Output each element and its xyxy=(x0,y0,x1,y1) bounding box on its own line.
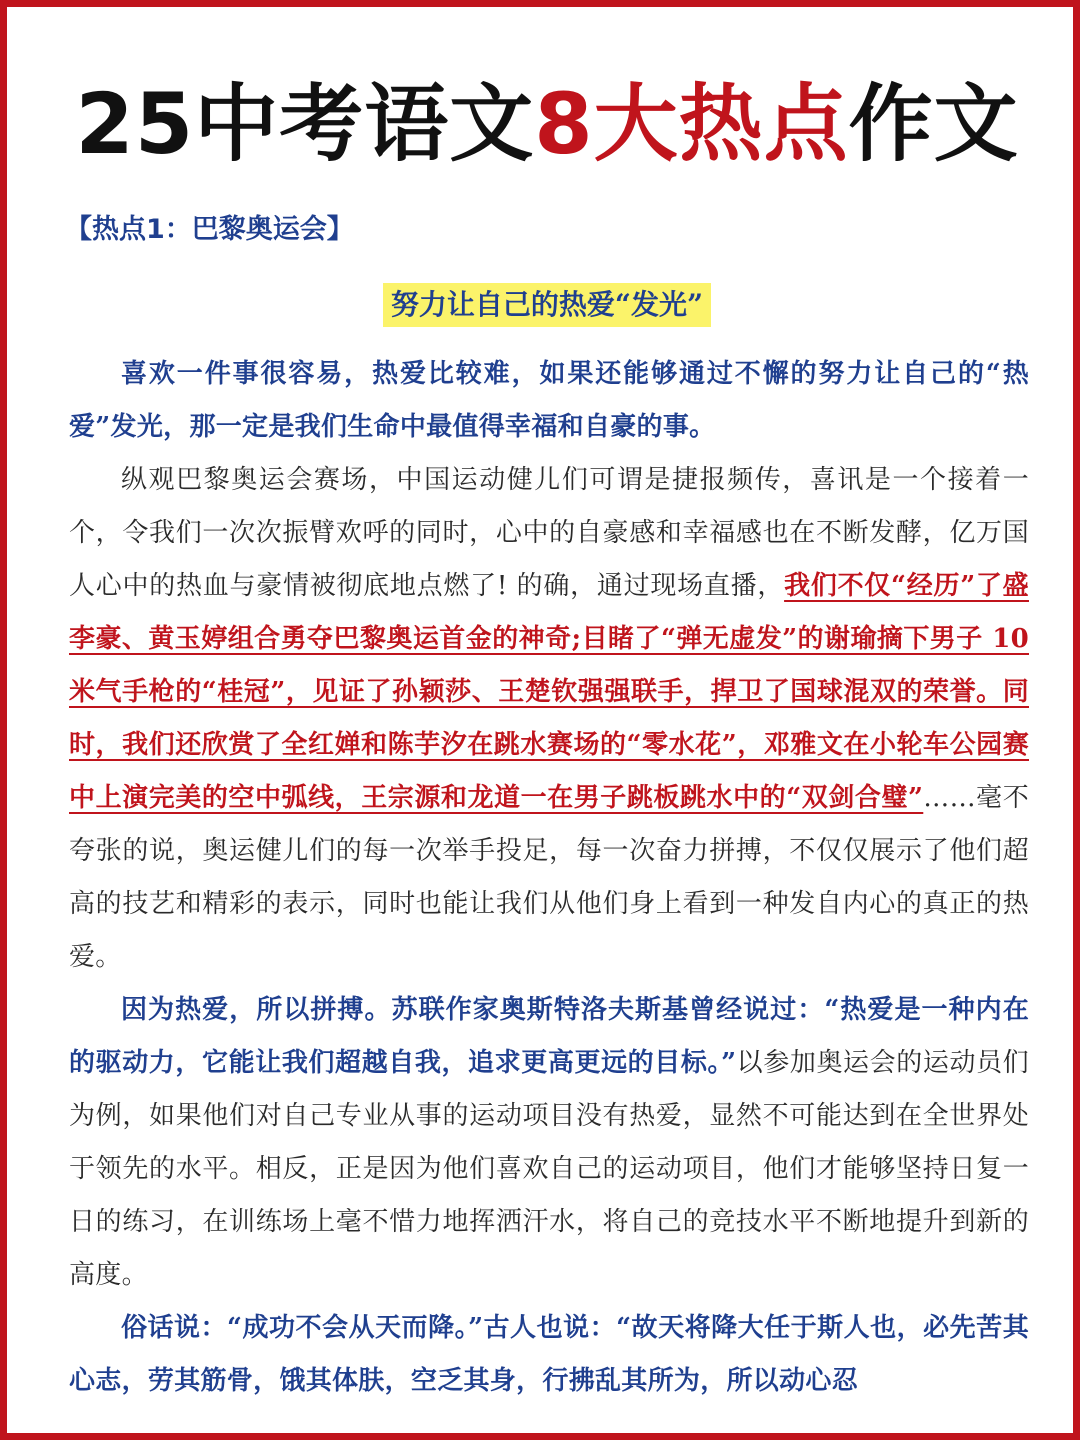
essay-title-wrap xyxy=(7,283,1080,327)
paragraph-1 xyxy=(69,348,1029,454)
p2-intro: 纵观巴黎奥运会赛场，中国运动健儿们可谓是捷报频传，喜讯是一个接着一个，令我们一次次振臂欢呼的同时，心中的自豪感和幸福感也在不断发酵，亿万国人心中的热血与豪情被彻底地点燃了! 的确，通过现场直播， xyxy=(69,465,1029,601)
paragraph-2 xyxy=(69,454,1029,984)
section-label: 【热点1：巴黎奥运会】 xyxy=(65,214,354,245)
essay-body xyxy=(69,348,1029,1408)
title-highlight: 8大热点 xyxy=(534,75,849,173)
paragraph-4 xyxy=(69,1302,1029,1408)
p2-rest: ……毫不夸张的说，奥运健儿们的每一次举手投足，每一次奋力拼搏，不仅仅展示了他们超高的技艺和精彩的表示，同时也能让我们从他们身上看到一种发自内心的真正的热爱。 xyxy=(69,783,1030,972)
title-suffix: 作文 xyxy=(848,75,1019,173)
p3-quote: 因为热爱，所以拼搏。苏联作家奥斯特洛夫斯基曾经说过：“热爱是一种内在的驱动力，它能让我们超越自我，追求更高更远的目标。” xyxy=(69,995,1029,1078)
p1-text: 喜欢一件事很容易，热爱比较难，如果还能够通过不懈的努力让自己的“热爱”发光，那一定是我们生命中最值得幸福和自豪的事。 xyxy=(69,359,1029,442)
page-title xyxy=(7,69,1080,179)
p3-rest: 以参加奥运会的运动员们为例，如果他们对自己专业从事的运动项目没有热爱，显然不可能达到在全世界处于领先的水平。相反，正是因为他们喜欢自己的运动项目，他们才能够坚持日复一日的练习，在训练场上毫不惜力地挥洒汗水，将自己的竞技水平不断地提升到新的高度。 xyxy=(69,1048,1029,1290)
essay-title: 努力让自己的热爱“发光” xyxy=(383,283,711,327)
paragraph-3 xyxy=(69,984,1029,1302)
title-prefix: 25中考语文 xyxy=(75,75,535,173)
p4-text: 俗话说：“成功不会从天而降。”古人也说：“故天将降大任于斯人也，必先苦其心志，劳其筋骨，饿其体肤，空乏其身，行拂乱其所为，所以动心忍 xyxy=(69,1313,1029,1396)
p2-highlight: 我们不仅“经历”了盛李豪、黄玉婷组合勇夺巴黎奥运首金的神奇;目睹了“弹无虚发”的谢瑜摘下男子 10 米气手枪的“桂冠”，见证了孙颖莎、王楚钦强强联手，捍卫了国球混双的荣誉。同时，我们还欣赏了全红婵和陈芋汐在跳水赛场的“零水花”，邓雅文在小轮车公园赛中上演完美的空中弧线，王宗源和龙道一在男子跳板跳水中的“双剑合璧” xyxy=(69,571,1029,813)
